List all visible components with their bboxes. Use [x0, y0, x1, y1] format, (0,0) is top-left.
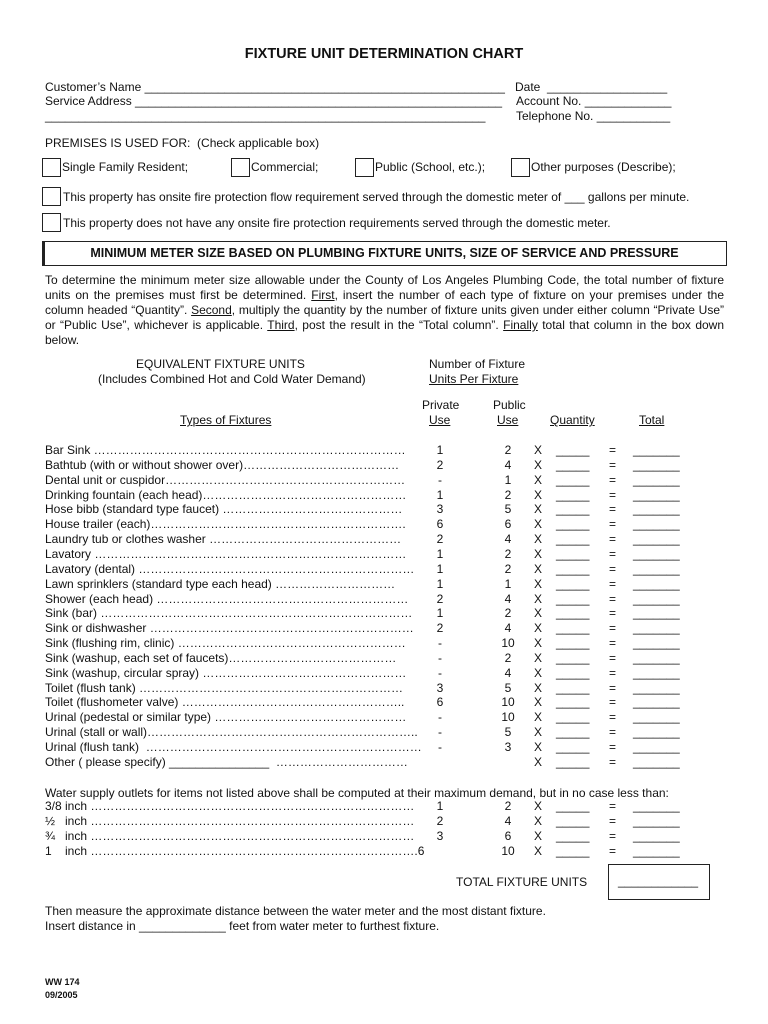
multiply-sign: X	[534, 487, 543, 502]
fixture-name: Bar Sink ……………………………………………………………………	[45, 443, 406, 457]
multiply-sign: X	[534, 844, 543, 858]
fixture-name: 3/8 inch ………………………………………………………………………	[45, 799, 415, 813]
option-public-label: Public (School, etc.);	[375, 160, 486, 174]
fixture-name: Lavatory ……………………………………………………………………	[45, 546, 407, 561]
total-field[interactable]: _______	[633, 680, 680, 695]
public-units: 4	[504, 457, 512, 472]
public-units: 10	[501, 844, 515, 858]
multiply-sign: X	[534, 591, 543, 606]
fixture-name: ½ inch ………………………………………………………………………	[45, 814, 415, 828]
total-field[interactable]: _______	[633, 665, 680, 680]
fixture-row	[0, 636, 768, 651]
option-other-label: Other purposes (Describe);	[531, 160, 676, 174]
fixture-row	[0, 562, 768, 577]
account-number-field[interactable]: Account No. _____________	[516, 94, 672, 108]
equals-sign: =	[609, 665, 617, 680]
quantity-field[interactable]: _____	[556, 606, 590, 621]
fixture-row	[0, 725, 768, 740]
fixture-row	[0, 666, 768, 681]
equals-sign: =	[609, 517, 617, 532]
total-field[interactable]: _______	[633, 546, 680, 561]
equals-sign: =	[609, 754, 617, 769]
equals-sign: =	[609, 799, 617, 813]
multiply-sign: X	[534, 621, 543, 636]
quantity-field[interactable]: _____	[556, 517, 590, 532]
total-fixture-units-blank[interactable]: ____________	[618, 874, 699, 888]
quantity-field[interactable]: _____	[556, 487, 590, 502]
public-header: Public	[493, 398, 526, 412]
public-units: 2	[504, 443, 512, 457]
quantity-field[interactable]: _____	[556, 546, 590, 561]
multiply-sign: X	[534, 725, 543, 740]
total-field[interactable]: _______	[633, 443, 680, 457]
fixture-row	[0, 502, 768, 517]
multiply-sign: X	[534, 740, 543, 754]
total-header: Total	[639, 413, 665, 427]
private-header: Private	[422, 398, 460, 412]
fixture-name: Sink (flushing rim, clinic) …………………………………………………	[45, 636, 406, 651]
fixture-row	[0, 577, 768, 592]
equals-sign: =	[609, 710, 617, 725]
fixture-row	[0, 488, 768, 503]
private-units: 1	[436, 443, 444, 457]
public-units: 2	[504, 606, 512, 621]
quantity-field[interactable]: _____	[556, 740, 590, 754]
fixture-row	[0, 517, 768, 532]
fixture-name: Toilet (flush tank) …………………………………………………………	[45, 680, 404, 695]
total-field[interactable]: _______	[633, 472, 680, 487]
equals-sign: =	[609, 457, 617, 472]
multiply-sign: X	[534, 457, 543, 472]
private-units: 2	[436, 814, 444, 828]
public-units: 3	[504, 740, 512, 754]
quantity-field[interactable]: _____	[556, 844, 590, 858]
multiply-sign: X	[534, 799, 543, 813]
fixture-row	[0, 651, 768, 666]
multiply-sign: X	[534, 502, 543, 517]
equals-sign: =	[609, 680, 617, 695]
multiply-sign: X	[534, 546, 543, 561]
supply-note: Water supply outlets for items not listed above shall be computed at their maximum demand, but in no case less than:	[45, 786, 669, 800]
private-units: -	[438, 710, 442, 725]
total-field[interactable]: _______	[633, 606, 680, 621]
fixture-row	[0, 473, 768, 488]
quantity-field[interactable]: _____	[556, 443, 590, 457]
public-units: 10	[501, 710, 515, 725]
fixture-name: Urinal (flush tank) ……………………………………………………………	[45, 740, 422, 754]
total-field[interactable]: _______	[633, 576, 680, 591]
private-units: -	[438, 472, 442, 487]
quantity-field[interactable]: _____	[556, 799, 590, 813]
equals-sign: =	[609, 725, 617, 740]
quantity-field[interactable]: _____	[556, 665, 590, 680]
public-units: 5	[504, 680, 512, 695]
quantity-field[interactable]: _____	[556, 576, 590, 591]
units-per-fixture-subheading: Units Per Fixture	[429, 372, 519, 386]
total-fixture-units-label: TOTAL FIXTURE UNITS	[456, 875, 588, 889]
multiply-sign: X	[534, 829, 543, 843]
quantity-field[interactable]: _____	[556, 710, 590, 725]
instructions-paragraph: To determine the minimum meter size allowable under the County of Los Angeles Plumbing Code, the total number of fixture units on the premises must first be determined. First, insert the number of each type of fixture on your premises under the column headed “Quantity”. Second, multiply the quantity by the number of fixture units given under either column “Private Use” or “Public Use”, whichever is applicable. Third, post the result in the “Total column”. Finally total that column in the box down below.	[45, 273, 725, 347]
public-use-header: Use	[497, 413, 519, 427]
telephone-field[interactable]: Telephone No. ___________	[516, 109, 671, 123]
total-field[interactable]: _______	[633, 561, 680, 576]
fixture-name: 1 inch ……………………………………………………………………….6	[45, 844, 425, 858]
total-field[interactable]: _______	[633, 754, 680, 769]
service-address-field[interactable]: Service Address _______________________________________________________	[45, 94, 503, 108]
quantity-field[interactable]: _____	[556, 680, 590, 695]
fixture-name: Lawn sprinklers (standard type each head) …………………………	[45, 576, 396, 591]
total-field[interactable]: _______	[633, 517, 680, 532]
quantity-field[interactable]: _____	[556, 754, 590, 769]
quantity-field[interactable]: _____	[556, 457, 590, 472]
quantity-field[interactable]: _____	[556, 725, 590, 740]
total-field[interactable]: _______	[633, 591, 680, 606]
public-units: 10	[501, 695, 515, 710]
equals-sign: =	[609, 814, 617, 828]
public-units: 10	[501, 636, 515, 651]
fixture-name: ¾ inch ………………………………………………………………………	[45, 829, 415, 843]
equiv-heading: EQUIVALENT FIXTURE UNITS	[136, 357, 305, 371]
public-units: 2	[504, 799, 512, 813]
private-units: 1	[436, 487, 444, 502]
fixture-row	[0, 740, 768, 755]
fixture-name: Dental unit or cuspidor……………………………………………………	[45, 472, 406, 487]
page-title: FIXTURE UNIT DETERMINATION CHART	[244, 46, 524, 62]
public-units: 6	[504, 829, 512, 843]
checkbox-public[interactable]	[355, 158, 374, 177]
quantity-field[interactable]: _____	[556, 502, 590, 517]
equals-sign: =	[609, 621, 617, 636]
private-units: 1	[436, 546, 444, 561]
quantity-field[interactable]: _____	[556, 472, 590, 487]
equals-sign: =	[609, 844, 617, 858]
private-units: 2	[436, 621, 444, 636]
distance-field[interactable]: Insert distance in _____________ feet from water meter to furthest fixture.	[45, 919, 440, 933]
multiply-sign: X	[534, 517, 543, 532]
equals-sign: =	[609, 546, 617, 561]
form-date: 09/2005	[45, 990, 78, 1000]
equals-sign: =	[609, 576, 617, 591]
multiply-sign: X	[534, 576, 543, 591]
multiply-sign: X	[534, 472, 543, 487]
fixture-name: Urinal (stall or wall)…………………………………………………………..	[45, 725, 418, 740]
quantity-field[interactable]: _____	[556, 829, 590, 843]
private-units: -	[438, 650, 442, 665]
private-units: 1	[436, 606, 444, 621]
quantity-field[interactable]: _____	[556, 591, 590, 606]
private-units: 1	[436, 561, 444, 576]
equals-sign: =	[609, 472, 617, 487]
fixture-row	[0, 681, 768, 696]
total-field[interactable]: _______	[633, 621, 680, 636]
checkbox-no-fire[interactable]	[42, 213, 61, 232]
fixture-name: Other ( please specify) _______________ ……………………………	[45, 754, 408, 769]
equals-sign: =	[609, 695, 617, 710]
total-field[interactable]: _______	[633, 725, 680, 740]
form-number: WW 174	[45, 977, 80, 987]
fixture-name: Sink (washup, each set of faucets)……………………………………	[45, 650, 397, 665]
fixture-name: Urinal (pedestal or similar type) …………………………………………	[45, 710, 407, 725]
public-units: 4	[504, 621, 512, 636]
fixture-name: Sink or dishwasher …………………………………………………………	[45, 621, 414, 636]
equals-sign: =	[609, 650, 617, 665]
section-banner: MINIMUM METER SIZE BASED ON PLUMBING FIXTURE UNITS, SIZE OF SERVICE AND PRESSURE	[42, 241, 727, 266]
multiply-sign: X	[534, 532, 543, 547]
public-units: 5	[504, 725, 512, 740]
distance-instruction: Then measure the approximate distance between the water meter and the most distant fixture.	[45, 904, 546, 918]
private-units: 1	[436, 576, 444, 591]
fixture-row	[0, 606, 768, 621]
public-units: 2	[504, 650, 512, 665]
fixture-row	[0, 592, 768, 607]
fixture-name: House trailer (each)……………………………………………………….	[45, 517, 406, 532]
equals-sign: =	[609, 502, 617, 517]
quantity-field[interactable]: _____	[556, 814, 590, 828]
fixture-name: Toilet (flushometer valve) ………………………………………………..	[45, 695, 405, 710]
fixture-row	[0, 458, 768, 473]
public-units: 2	[504, 546, 512, 561]
private-use-header: Use	[429, 413, 451, 427]
multiply-sign: X	[534, 606, 543, 621]
public-units: 5	[504, 502, 512, 517]
types-header: Types of Fixtures	[180, 413, 272, 427]
total-field[interactable]: _______	[633, 457, 680, 472]
total-field[interactable]: _______	[633, 740, 680, 754]
private-units: 2	[436, 457, 444, 472]
quantity-field[interactable]: _____	[556, 650, 590, 665]
units-per-fixture-heading: Number of Fixture	[429, 357, 526, 371]
equals-sign: =	[609, 636, 617, 651]
private-units: 3	[436, 829, 444, 843]
total-field[interactable]: _______	[633, 532, 680, 547]
private-units: 1	[436, 799, 444, 813]
public-units: 4	[504, 665, 512, 680]
total-field[interactable]: _______	[633, 844, 680, 858]
public-units: 1	[504, 576, 512, 591]
fixture-name: Sink (washup, circular spray) ……………………………………………	[45, 665, 407, 680]
multiply-sign: X	[534, 636, 543, 651]
fixture-name: Drinking fountain (each head)……………………………………………	[45, 487, 407, 502]
premises-label: PREMISES IS USED FOR: (Check applicable box)	[45, 136, 320, 150]
checkbox-fire-flow[interactable]	[42, 187, 61, 206]
private-units: 6	[436, 695, 444, 710]
total-field[interactable]: _______	[633, 829, 680, 843]
fire-flow-label: This property has onsite fire protection flow requirement served through the domestic meter of ___ gallons per minute.	[63, 190, 690, 204]
fixture-name: Bathtub (with or without shower over)…………………………………	[45, 457, 400, 472]
total-field[interactable]: _______	[633, 487, 680, 502]
public-units: 2	[504, 561, 512, 576]
fixture-row	[0, 710, 768, 725]
checkbox-single-family[interactable]	[42, 158, 61, 177]
equals-sign: =	[609, 606, 617, 621]
supply-row	[0, 799, 768, 814]
public-units: 6	[504, 517, 512, 532]
equals-sign: =	[609, 740, 617, 754]
equals-sign: =	[609, 829, 617, 843]
fixture-row	[0, 695, 768, 710]
quantity-field[interactable]: _____	[556, 695, 590, 710]
fixture-row	[0, 532, 768, 547]
multiply-sign: X	[534, 650, 543, 665]
private-units: -	[438, 636, 442, 651]
quantity-field[interactable]: _____	[556, 621, 590, 636]
equals-sign: =	[609, 443, 617, 457]
option-single-family-label: Single Family Resident;	[62, 160, 189, 174]
date-field[interactable]: Date __________________	[515, 80, 668, 94]
fixture-name: Hose bibb (standard type faucet) ………………………………………	[45, 502, 403, 517]
fixture-row	[0, 443, 768, 458]
option-commercial-label: Commercial;	[251, 160, 319, 174]
total-field[interactable]: _______	[633, 502, 680, 517]
multiply-sign: X	[534, 665, 543, 680]
public-units: 2	[504, 487, 512, 502]
private-units: 2	[436, 532, 444, 547]
quantity-header: Quantity	[550, 413, 595, 427]
checkbox-commercial[interactable]	[231, 158, 250, 177]
total-field[interactable]: _______	[633, 814, 680, 828]
private-units: 6	[436, 517, 444, 532]
multiply-sign: X	[534, 561, 543, 576]
supply-row	[0, 844, 768, 859]
quantity-field[interactable]: _____	[556, 561, 590, 576]
equals-sign: =	[609, 487, 617, 502]
quantity-field[interactable]: _____	[556, 636, 590, 651]
fixture-name: Laundry tub or clothes washer …………………………………………	[45, 532, 402, 547]
address-line2-field[interactable]: __________________________________________________________________	[45, 109, 486, 123]
quantity-field[interactable]: _____	[556, 532, 590, 547]
equals-sign: =	[609, 591, 617, 606]
public-units: 4	[504, 814, 512, 828]
fixture-row	[0, 547, 768, 562]
public-units: 1	[504, 472, 512, 487]
total-field[interactable]: _______	[633, 799, 680, 813]
equals-sign: =	[609, 561, 617, 576]
total-field[interactable]: _______	[633, 695, 680, 710]
public-units: 4	[504, 591, 512, 606]
equals-sign: =	[609, 532, 617, 547]
customer-name-field[interactable]: Customer’s Name ______________________________________________________	[45, 80, 505, 94]
total-field[interactable]: _______	[633, 636, 680, 651]
private-units: 3	[436, 502, 444, 517]
private-units: -	[438, 725, 442, 740]
public-units: 4	[504, 532, 512, 547]
fixture-name: Shower (each head) ………………………………………………………	[45, 591, 409, 606]
private-units: -	[438, 740, 442, 754]
total-field[interactable]: _______	[633, 650, 680, 665]
total-field[interactable]: _______	[633, 710, 680, 725]
fixture-name: Sink (bar) ……………………………………………………………………	[45, 606, 413, 621]
checkbox-other[interactable]	[511, 158, 530, 177]
no-fire-label: This property does not have any onsite fire protection requirements served through the domestic meter.	[63, 216, 611, 230]
multiply-sign: X	[534, 680, 543, 695]
private-units: -	[438, 665, 442, 680]
equiv-subheading: (Includes Combined Hot and Cold Water Demand)	[98, 372, 366, 386]
multiply-sign: X	[534, 754, 543, 769]
fixture-row	[0, 621, 768, 636]
multiply-sign: X	[534, 814, 543, 828]
fixture-name: Lavatory (dental) ……………………………………………………………	[45, 561, 415, 576]
multiply-sign: X	[534, 695, 543, 710]
supply-row	[0, 814, 768, 829]
fixture-row	[0, 755, 768, 770]
supply-row	[0, 829, 768, 844]
private-units: 2	[436, 591, 444, 606]
multiply-sign: X	[534, 710, 543, 725]
multiply-sign: X	[534, 443, 543, 457]
private-units: 3	[436, 680, 444, 695]
